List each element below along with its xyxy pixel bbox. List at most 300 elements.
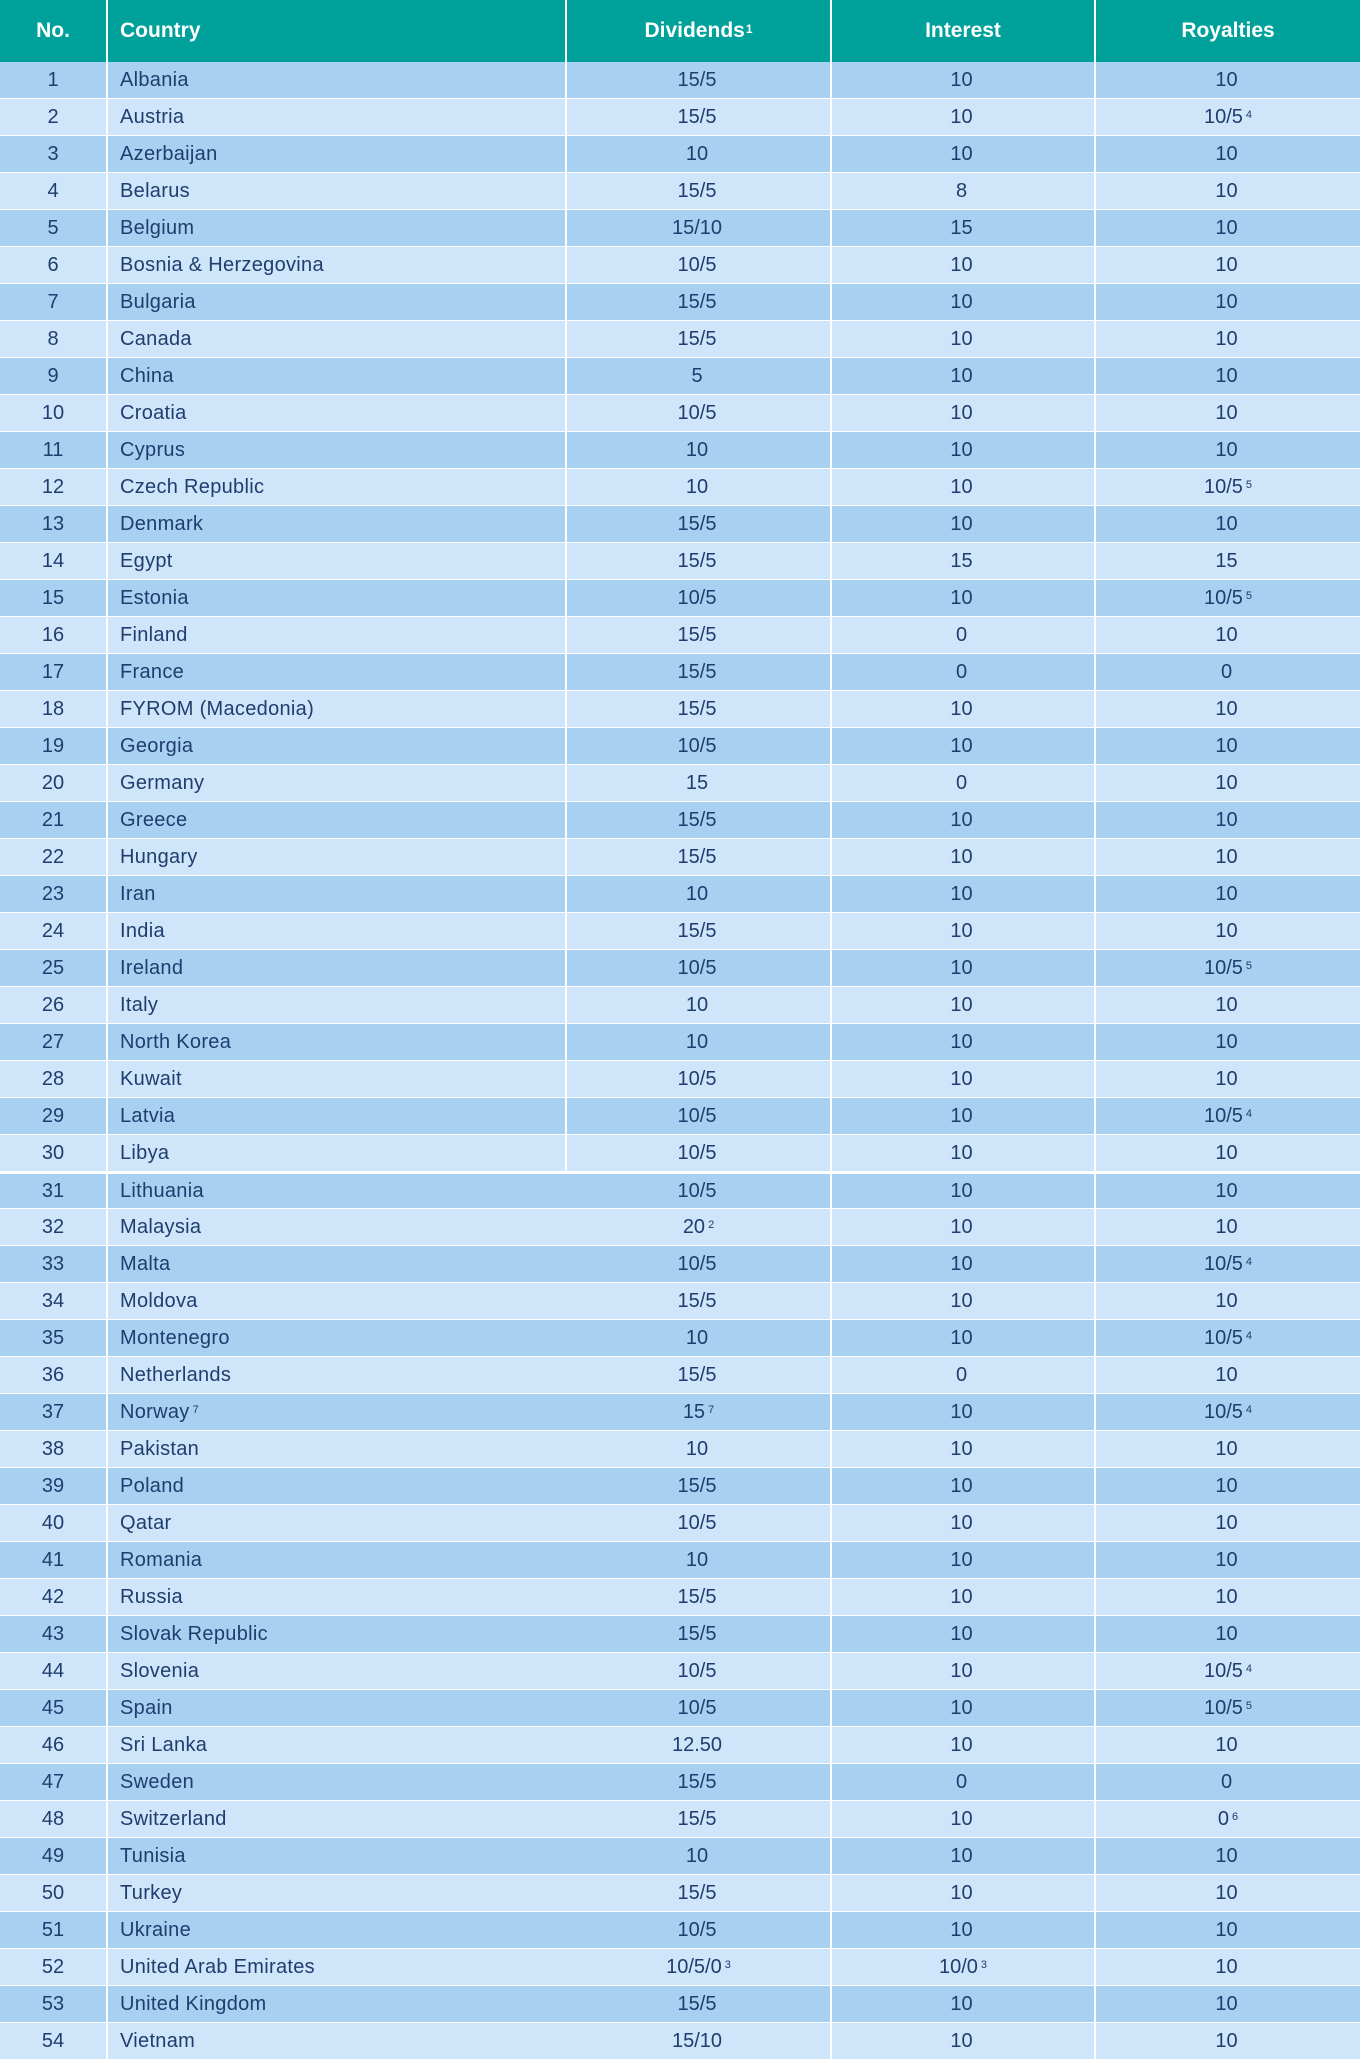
row-number: 26 <box>41 993 65 1016</box>
dividends-rate: 15/5 <box>677 105 717 128</box>
cell-country <box>108 210 567 246</box>
interest-rate: 10 <box>950 1400 973 1423</box>
country-name: Vietnam <box>120 2029 196 2052</box>
cell-no <box>0 802 108 838</box>
cell-interest <box>832 321 1096 357</box>
header-interest-label: Interest <box>925 19 1001 42</box>
country-name: Netherlands <box>120 1363 232 1386</box>
cell-country <box>108 1320 567 1356</box>
country-name: Russia <box>120 1585 183 1608</box>
table-row <box>0 432 1360 469</box>
dividends-rate: 15/5 <box>677 660 717 683</box>
row-number: 33 <box>41 1252 65 1275</box>
interest-rate: 10 <box>950 993 973 1016</box>
cell-no <box>0 136 108 172</box>
cell-royalties: 0 $^6$ <box>1217 1807 1239 1830</box>
dividends-rate: 5 <box>691 364 703 387</box>
table-row <box>0 728 1360 765</box>
dividends-rate: 10 <box>685 1844 709 1867</box>
country-name: Georgia <box>120 734 194 757</box>
dividends-rate: 10/5 <box>677 1696 717 1719</box>
header-dividends: Dividends $^1$ <box>567 0 832 62</box>
table-row <box>0 1875 1360 1912</box>
interest-rate: 10 <box>950 1067 973 1090</box>
country-name: United Kingdom <box>120 1992 267 2015</box>
cell-no <box>0 1912 108 1948</box>
cell-no <box>0 876 108 912</box>
cell-country <box>108 99 567 135</box>
country-name: Qatar <box>120 1511 172 1534</box>
table-row <box>0 1098 1360 1135</box>
country-name: Norway <box>120 1400 190 1423</box>
cell-interest <box>832 1431 1096 1467</box>
dividends-rate: 10/5 <box>677 1179 717 1202</box>
interest-rate: 10 <box>950 290 973 313</box>
cell-dividends <box>567 728 832 764</box>
row-number: 6 <box>47 253 59 276</box>
interest-rate: 10 <box>950 697 973 720</box>
cell-country <box>108 1468 567 1504</box>
dividends-rate: 15/5 <box>677 68 717 91</box>
royalties-rate: 10 <box>1215 1030 1238 1053</box>
royalties-rate: 10 <box>1215 179 1238 202</box>
table-row <box>0 1727 1360 1764</box>
interest-rate: 10 <box>950 586 973 609</box>
country-name: Egypt <box>120 549 173 572</box>
cell-no <box>0 543 108 579</box>
royalties-rate: 10 <box>1215 142 1238 165</box>
dividends-rate: 15/5 <box>677 1474 717 1497</box>
country-name: Pakistan <box>120 1437 200 1460</box>
cell-country <box>108 802 567 838</box>
row-number: 47 <box>41 1770 65 1793</box>
royalties-rate: 10/5 <box>1203 1400 1243 1423</box>
cell-country <box>108 543 567 579</box>
cell-no <box>0 1246 108 1282</box>
table-row <box>0 1468 1360 1505</box>
cell-dividends <box>567 358 832 394</box>
cell-no <box>0 506 108 542</box>
cell-royalties <box>1096 1727 1360 1763</box>
row-number: 40 <box>41 1511 65 1534</box>
cell-interest <box>832 691 1096 727</box>
cell-country <box>108 1764 567 1800</box>
table-row <box>0 1172 1360 1209</box>
cell-country <box>108 1024 567 1060</box>
row-number: 16 <box>41 623 65 646</box>
country-name: India <box>120 919 165 942</box>
cell-interest <box>832 395 1096 431</box>
country-name: Slovak Republic <box>120 1622 268 1645</box>
cell-interest <box>832 1690 1096 1726</box>
cell-no <box>0 1174 108 1208</box>
cell-dividends <box>567 1431 832 1467</box>
interest-rate: 10 <box>950 1659 973 1682</box>
row-number: 29 <box>41 1104 65 1127</box>
cell-interest <box>832 1727 1096 1763</box>
row-number: 41 <box>41 1548 65 1571</box>
dividends-rate: 10 <box>685 475 709 498</box>
table-header <box>0 0 1360 62</box>
cell-royalties <box>1096 913 1360 949</box>
royalties-rate: 10 <box>1215 1622 1238 1645</box>
cell-interest <box>832 950 1096 986</box>
row-number: 15 <box>41 586 65 609</box>
row-number: 19 <box>41 734 65 757</box>
cell-no <box>0 1838 108 1874</box>
cell-royalties <box>1096 1764 1360 1800</box>
royalties-rate: 10 <box>1215 1585 1238 1608</box>
cell-country <box>108 469 567 505</box>
cell-interest <box>832 173 1096 209</box>
dividends-rate: 10/5 <box>677 734 717 757</box>
cell-country <box>108 691 567 727</box>
row-number: 38 <box>41 1437 65 1460</box>
cell-dividends <box>567 2023 832 2059</box>
table-body <box>0 62 1360 2060</box>
table-row <box>0 1764 1360 1801</box>
country-name: Bulgaria <box>120 290 196 313</box>
row-number: 54 <box>41 2029 65 2052</box>
country-name: Lithuania <box>120 1179 204 1202</box>
header-country <box>108 0 567 62</box>
royalties-rate: 10 <box>1215 1992 1238 2015</box>
country-name: Germany <box>120 771 205 794</box>
cell-interest <box>832 728 1096 764</box>
row-number: 46 <box>41 1733 65 1756</box>
country-name: Greece <box>120 808 188 831</box>
row-number: 18 <box>41 697 65 720</box>
cell-no <box>0 1357 108 1393</box>
dividends-rate: 15/5 <box>677 919 717 942</box>
table-row <box>0 99 1360 136</box>
cell-country <box>108 1246 567 1282</box>
row-number: 27 <box>41 1030 65 1053</box>
cell-interest: 10/0 $^3$ <box>832 1949 1096 1985</box>
royalties-rate: 10 <box>1215 808 1238 831</box>
cell-no <box>0 987 108 1023</box>
table-row <box>0 1135 1360 1172</box>
royalties-rate: 10 <box>1215 623 1238 646</box>
cell-interest <box>832 1764 1096 1800</box>
dividends-rate: 15/5 <box>677 1807 717 1830</box>
dividends-rate: 15/5 <box>677 549 717 572</box>
cell-royalties <box>1096 506 1360 542</box>
royalties-rate: 0 <box>1217 1807 1229 1830</box>
cell-country <box>108 839 567 875</box>
cell-dividends <box>567 617 832 653</box>
cell-interest <box>832 469 1096 505</box>
cell-royalties <box>1096 136 1360 172</box>
row-number: 24 <box>41 919 65 942</box>
country-name: Montenegro <box>120 1326 230 1349</box>
cell-dividends <box>567 321 832 357</box>
interest-rate: 10 <box>950 919 973 942</box>
cell-country <box>108 1690 567 1726</box>
header-country-label: Country <box>120 19 201 42</box>
cell-interest <box>832 1246 1096 1282</box>
dividends-rate: 10 <box>685 438 709 461</box>
cell-country <box>108 654 567 690</box>
interest-rate: 0 <box>955 660 968 683</box>
cell-country <box>108 580 567 616</box>
table-row <box>0 1283 1360 1320</box>
cell-dividends <box>567 432 832 468</box>
dividends-rate: 10/5 <box>677 586 717 609</box>
interest-rate: 10 <box>950 1881 973 1904</box>
header-no-label: No. <box>36 19 70 42</box>
row-number: 35 <box>41 1326 65 1349</box>
cell-dividends <box>567 876 832 912</box>
country-name: Moldova <box>120 1289 198 1312</box>
royalties-rate: 10/5 <box>1203 475 1243 498</box>
table-row <box>0 580 1360 617</box>
cell-interest <box>832 543 1096 579</box>
royalties-rate: 10 <box>1215 734 1238 757</box>
cell-dividends <box>567 1357 832 1393</box>
dividends-rate: 10 <box>685 1437 709 1460</box>
dividends-rate: 15/5 <box>677 179 717 202</box>
cell-no <box>0 1505 108 1541</box>
table-row <box>0 1986 1360 2023</box>
cell-interest <box>832 1283 1096 1319</box>
cell-interest <box>832 1616 1096 1652</box>
cell-interest <box>832 284 1096 320</box>
royalties-rate: 10 <box>1215 1141 1238 1164</box>
row-number: 28 <box>41 1067 65 1090</box>
royalties-rate: 10 <box>1215 253 1238 276</box>
cell-no <box>0 1986 108 2022</box>
royalties-rate: 10/5 <box>1203 1252 1243 1275</box>
royalties-rate: 10 <box>1215 364 1238 387</box>
row-number: 8 <box>47 327 59 350</box>
table-row <box>0 173 1360 210</box>
royalties-rate: 10/5 <box>1203 1659 1243 1682</box>
interest-rate: 10 <box>950 1548 973 1571</box>
interest-rate: 10 <box>950 2029 973 2052</box>
cell-country <box>108 432 567 468</box>
interest-rate: 10 <box>950 882 973 905</box>
country-name: Belarus <box>120 179 190 202</box>
cell-no <box>0 1431 108 1467</box>
table-row <box>0 1542 1360 1579</box>
cell-country <box>108 1174 567 1208</box>
dividends-rate: 10/5 <box>677 1141 717 1164</box>
interest-rate: 10 <box>950 1437 973 1460</box>
cell-no <box>0 62 108 98</box>
interest-rate: 10 <box>950 1733 973 1756</box>
royalties-rate: 10 <box>1215 697 1238 720</box>
cell-dividends <box>567 1246 832 1282</box>
royalties-rate: 10 <box>1215 1289 1238 1312</box>
country-name: Croatia <box>120 401 187 424</box>
cell-interest <box>832 1209 1096 1245</box>
table-row <box>0 247 1360 284</box>
interest-rate: 10 <box>950 68 973 91</box>
interest-rate: 0 <box>955 623 968 646</box>
dividends-rate: 15/5 <box>677 845 717 868</box>
dividends-rate: 10 <box>685 1548 709 1571</box>
country-name: Cyprus <box>120 438 186 461</box>
country-name: Poland <box>120 1474 185 1497</box>
cell-no <box>0 358 108 394</box>
dividends-rate: 15/5 <box>677 1363 717 1386</box>
header-dividends-label: Dividends <box>644 19 745 42</box>
cell-dividends <box>567 1912 832 1948</box>
cell-country <box>108 1838 567 1874</box>
interest-rate: 10 <box>950 512 973 535</box>
table-row <box>0 1838 1360 1875</box>
table-row <box>0 1579 1360 1616</box>
cell-dividends <box>567 1542 832 1578</box>
cell-dividends <box>567 1505 832 1541</box>
dividends-rate: 10 <box>685 882 709 905</box>
dividends-rate: 15/10 <box>671 216 723 239</box>
cell-dividends <box>567 1801 832 1837</box>
cell-dividends <box>567 1024 832 1060</box>
interest-rate: 10 <box>950 253 973 276</box>
cell-country <box>108 913 567 949</box>
interest-rate: 10 <box>950 734 973 757</box>
cell-country: Norway $^7$ <box>120 1400 200 1423</box>
row-number: 34 <box>41 1289 65 1312</box>
cell-royalties: 10/5 $^5$ <box>1203 586 1253 609</box>
row-number: 12 <box>41 475 65 498</box>
cell-no <box>0 432 108 468</box>
cell-country <box>108 1135 567 1171</box>
country-name: Finland <box>120 623 188 646</box>
interest-rate: 8 <box>955 179 968 202</box>
cell-no <box>0 2023 108 2059</box>
row-number: 50 <box>41 1881 65 1904</box>
cell-dividends <box>567 136 832 172</box>
cell-dividends <box>567 1061 832 1097</box>
royalties-rate: 10/5 <box>1203 1326 1243 1349</box>
dividends-rate: 15 <box>685 771 709 794</box>
row-number: 43 <box>41 1622 65 1645</box>
cell-royalties <box>1096 876 1360 912</box>
interest-rate: 10 <box>950 1326 973 1349</box>
interest-rate: 0 <box>955 771 968 794</box>
country-name: China <box>120 364 174 387</box>
cell-royalties <box>1096 1357 1360 1393</box>
royalties-rate: 10 <box>1215 438 1238 461</box>
interest-rate: 0 <box>955 1770 968 1793</box>
interest-rate: 10 <box>950 956 973 979</box>
cell-no <box>0 1690 108 1726</box>
cell-dividends <box>567 1653 832 1689</box>
row-number: 25 <box>41 956 65 979</box>
cell-no <box>0 99 108 135</box>
cell-interest <box>832 1986 1096 2022</box>
cell-country <box>108 1579 567 1615</box>
cell-dividends <box>567 1764 832 1800</box>
cell-country <box>108 247 567 283</box>
cell-royalties <box>1096 1616 1360 1652</box>
cell-interest <box>832 1061 1096 1097</box>
interest-rate: 10 <box>950 475 973 498</box>
cell-country <box>108 1542 567 1578</box>
cell-no <box>0 1394 108 1430</box>
table-row <box>0 876 1360 913</box>
header-no <box>0 0 108 62</box>
row-number: 11 <box>42 438 64 461</box>
cell-dividends <box>567 247 832 283</box>
cell-interest <box>832 210 1096 246</box>
country-name: North Korea <box>120 1030 232 1053</box>
table-row <box>0 839 1360 876</box>
dividends-rate: 20 <box>682 1215 706 1238</box>
cell-dividends <box>567 1986 832 2022</box>
country-name: Hungary <box>120 845 198 868</box>
table-row <box>0 1505 1360 1542</box>
country-name: Slovenia <box>120 1659 200 1682</box>
cell-no <box>0 654 108 690</box>
cell-interest <box>832 247 1096 283</box>
cell-royalties <box>1096 802 1360 838</box>
cell-dividends <box>567 173 832 209</box>
dividends-rate: 10/5 <box>677 1104 717 1127</box>
cell-country <box>108 765 567 801</box>
row-number: 1 <box>47 68 59 91</box>
cell-no <box>0 173 108 209</box>
row-number: 30 <box>41 1141 65 1164</box>
interest-rate: 10 <box>950 808 973 831</box>
royalties-rate: 10 <box>1215 1437 1238 1460</box>
row-number: 2 <box>47 105 59 128</box>
cell-country <box>108 987 567 1023</box>
royalties-rate: 10/5 <box>1203 1104 1243 1127</box>
country-name: Ireland <box>120 956 184 979</box>
cell-royalties <box>1096 1579 1360 1615</box>
interest-rate: 0 <box>955 1363 968 1386</box>
cell-dividends <box>567 691 832 727</box>
cell-royalties <box>1096 1468 1360 1504</box>
table-row <box>0 1024 1360 1061</box>
country-name: Italy <box>120 993 159 1016</box>
table-row <box>0 1394 1360 1431</box>
country-name: Ukraine <box>120 1918 192 1941</box>
dividends-rate: 10/5/0 <box>666 1955 722 1978</box>
dividends-rate: 15 <box>682 1400 706 1423</box>
cell-royalties <box>1096 1061 1360 1097</box>
cell-royalties <box>1096 432 1360 468</box>
cell-dividends <box>567 543 832 579</box>
cell-country <box>108 321 567 357</box>
country-name: United Arab Emirates <box>120 1955 315 1978</box>
cell-royalties <box>1096 839 1360 875</box>
cell-dividends <box>567 1174 832 1208</box>
royalties-rate: 10/5 <box>1203 586 1243 609</box>
royalties-rate: 0 <box>1220 1770 1233 1793</box>
table-row <box>0 765 1360 802</box>
royalties-rate: 10 <box>1215 1844 1238 1867</box>
cell-dividends <box>567 395 832 431</box>
dividends-rate: 10/5 <box>677 1252 717 1275</box>
cell-country <box>108 1949 567 1985</box>
cell-no <box>0 1949 108 1985</box>
cell-country <box>108 1875 567 1911</box>
cell-no <box>0 1616 108 1652</box>
cell-no <box>0 1764 108 1800</box>
cell-interest <box>832 839 1096 875</box>
dividends-rate: 10/5 <box>677 1659 717 1682</box>
cell-dividends <box>567 1838 832 1874</box>
table-row <box>0 1431 1360 1468</box>
interest-rate: 10/0 <box>938 1955 978 1978</box>
country-name: Kuwait <box>120 1067 182 1090</box>
royalties-rate: 10 <box>1215 290 1238 313</box>
